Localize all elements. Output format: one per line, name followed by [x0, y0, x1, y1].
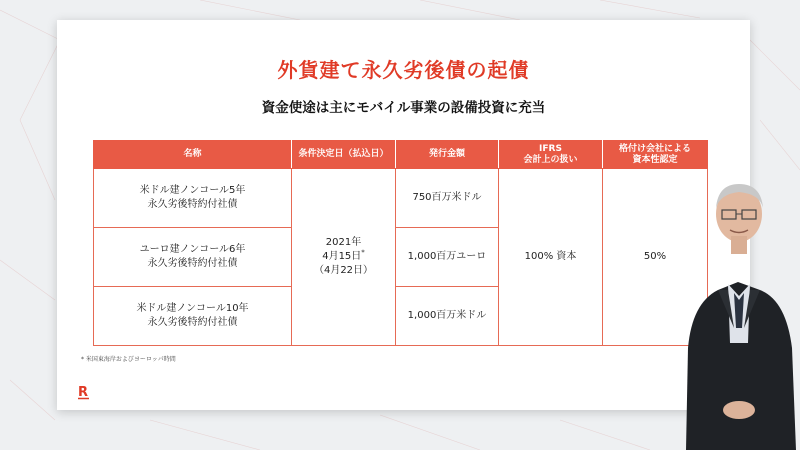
header-amount: 発行金額 — [396, 141, 499, 169]
date-payment: （4月22日） — [313, 265, 374, 276]
header-ifrs — [499, 141, 603, 169]
bond-name-cell — [94, 287, 292, 346]
bond-name-line1: 米ドル建ノンコール5年 — [139, 185, 246, 196]
bond-name-line1: ユーロ建ノンコール6年 — [139, 244, 246, 255]
footnote: * 米国東海岸およびヨーロッパ時間 — [81, 356, 176, 363]
bond-name-line2: 永久劣後特約付社債 — [147, 317, 238, 328]
amount-cell: 1,000百万ユーロ — [396, 228, 499, 287]
date-footnote-mark: * — [361, 248, 365, 257]
header-ifrs-line1: IFRS — [539, 143, 562, 154]
bond-name-line1: 米ドル建ノンコール10年 — [136, 303, 249, 314]
header-ifrs-line2: 会計上の扱い — [523, 154, 578, 165]
slide-subtitle: 資金使途は主にモバイル事業の設備投資に充当 — [261, 100, 546, 116]
slide-title: 外貨建て永久劣後債の起債 — [277, 58, 530, 82]
bond-name-cell — [94, 169, 292, 228]
date-year: 2021年 — [325, 237, 362, 248]
header-date: 条件決定日（払込日） — [292, 141, 396, 169]
date-cell — [292, 169, 396, 346]
header-rating-line1: 格付け会社による — [618, 143, 691, 154]
amount-cell: 1,000百万米ドル — [396, 287, 499, 346]
presenter-figure — [678, 178, 800, 450]
header-rating-line2: 資本性認定 — [632, 154, 678, 165]
ifrs-cell: 100% 資本 — [499, 169, 603, 346]
bond-name-line2: 永久劣後特約付社債 — [147, 258, 238, 269]
bond-name-line2: 永久劣後特約付社債 — [147, 199, 238, 210]
header-rating — [603, 141, 708, 169]
header-name: 名称 — [94, 141, 292, 169]
bond-table — [93, 140, 708, 346]
date-day: 4月15日 — [322, 251, 362, 262]
amount-cell: 750百万米ドル — [396, 169, 499, 228]
logo-letter: R — [78, 385, 89, 400]
bond-name-cell — [94, 228, 292, 287]
presentation-slide — [57, 20, 750, 410]
table-row — [94, 169, 708, 228]
company-logo-icon — [77, 384, 91, 400]
table-header-row — [94, 141, 708, 169]
rating-cell: 50% — [603, 169, 708, 346]
